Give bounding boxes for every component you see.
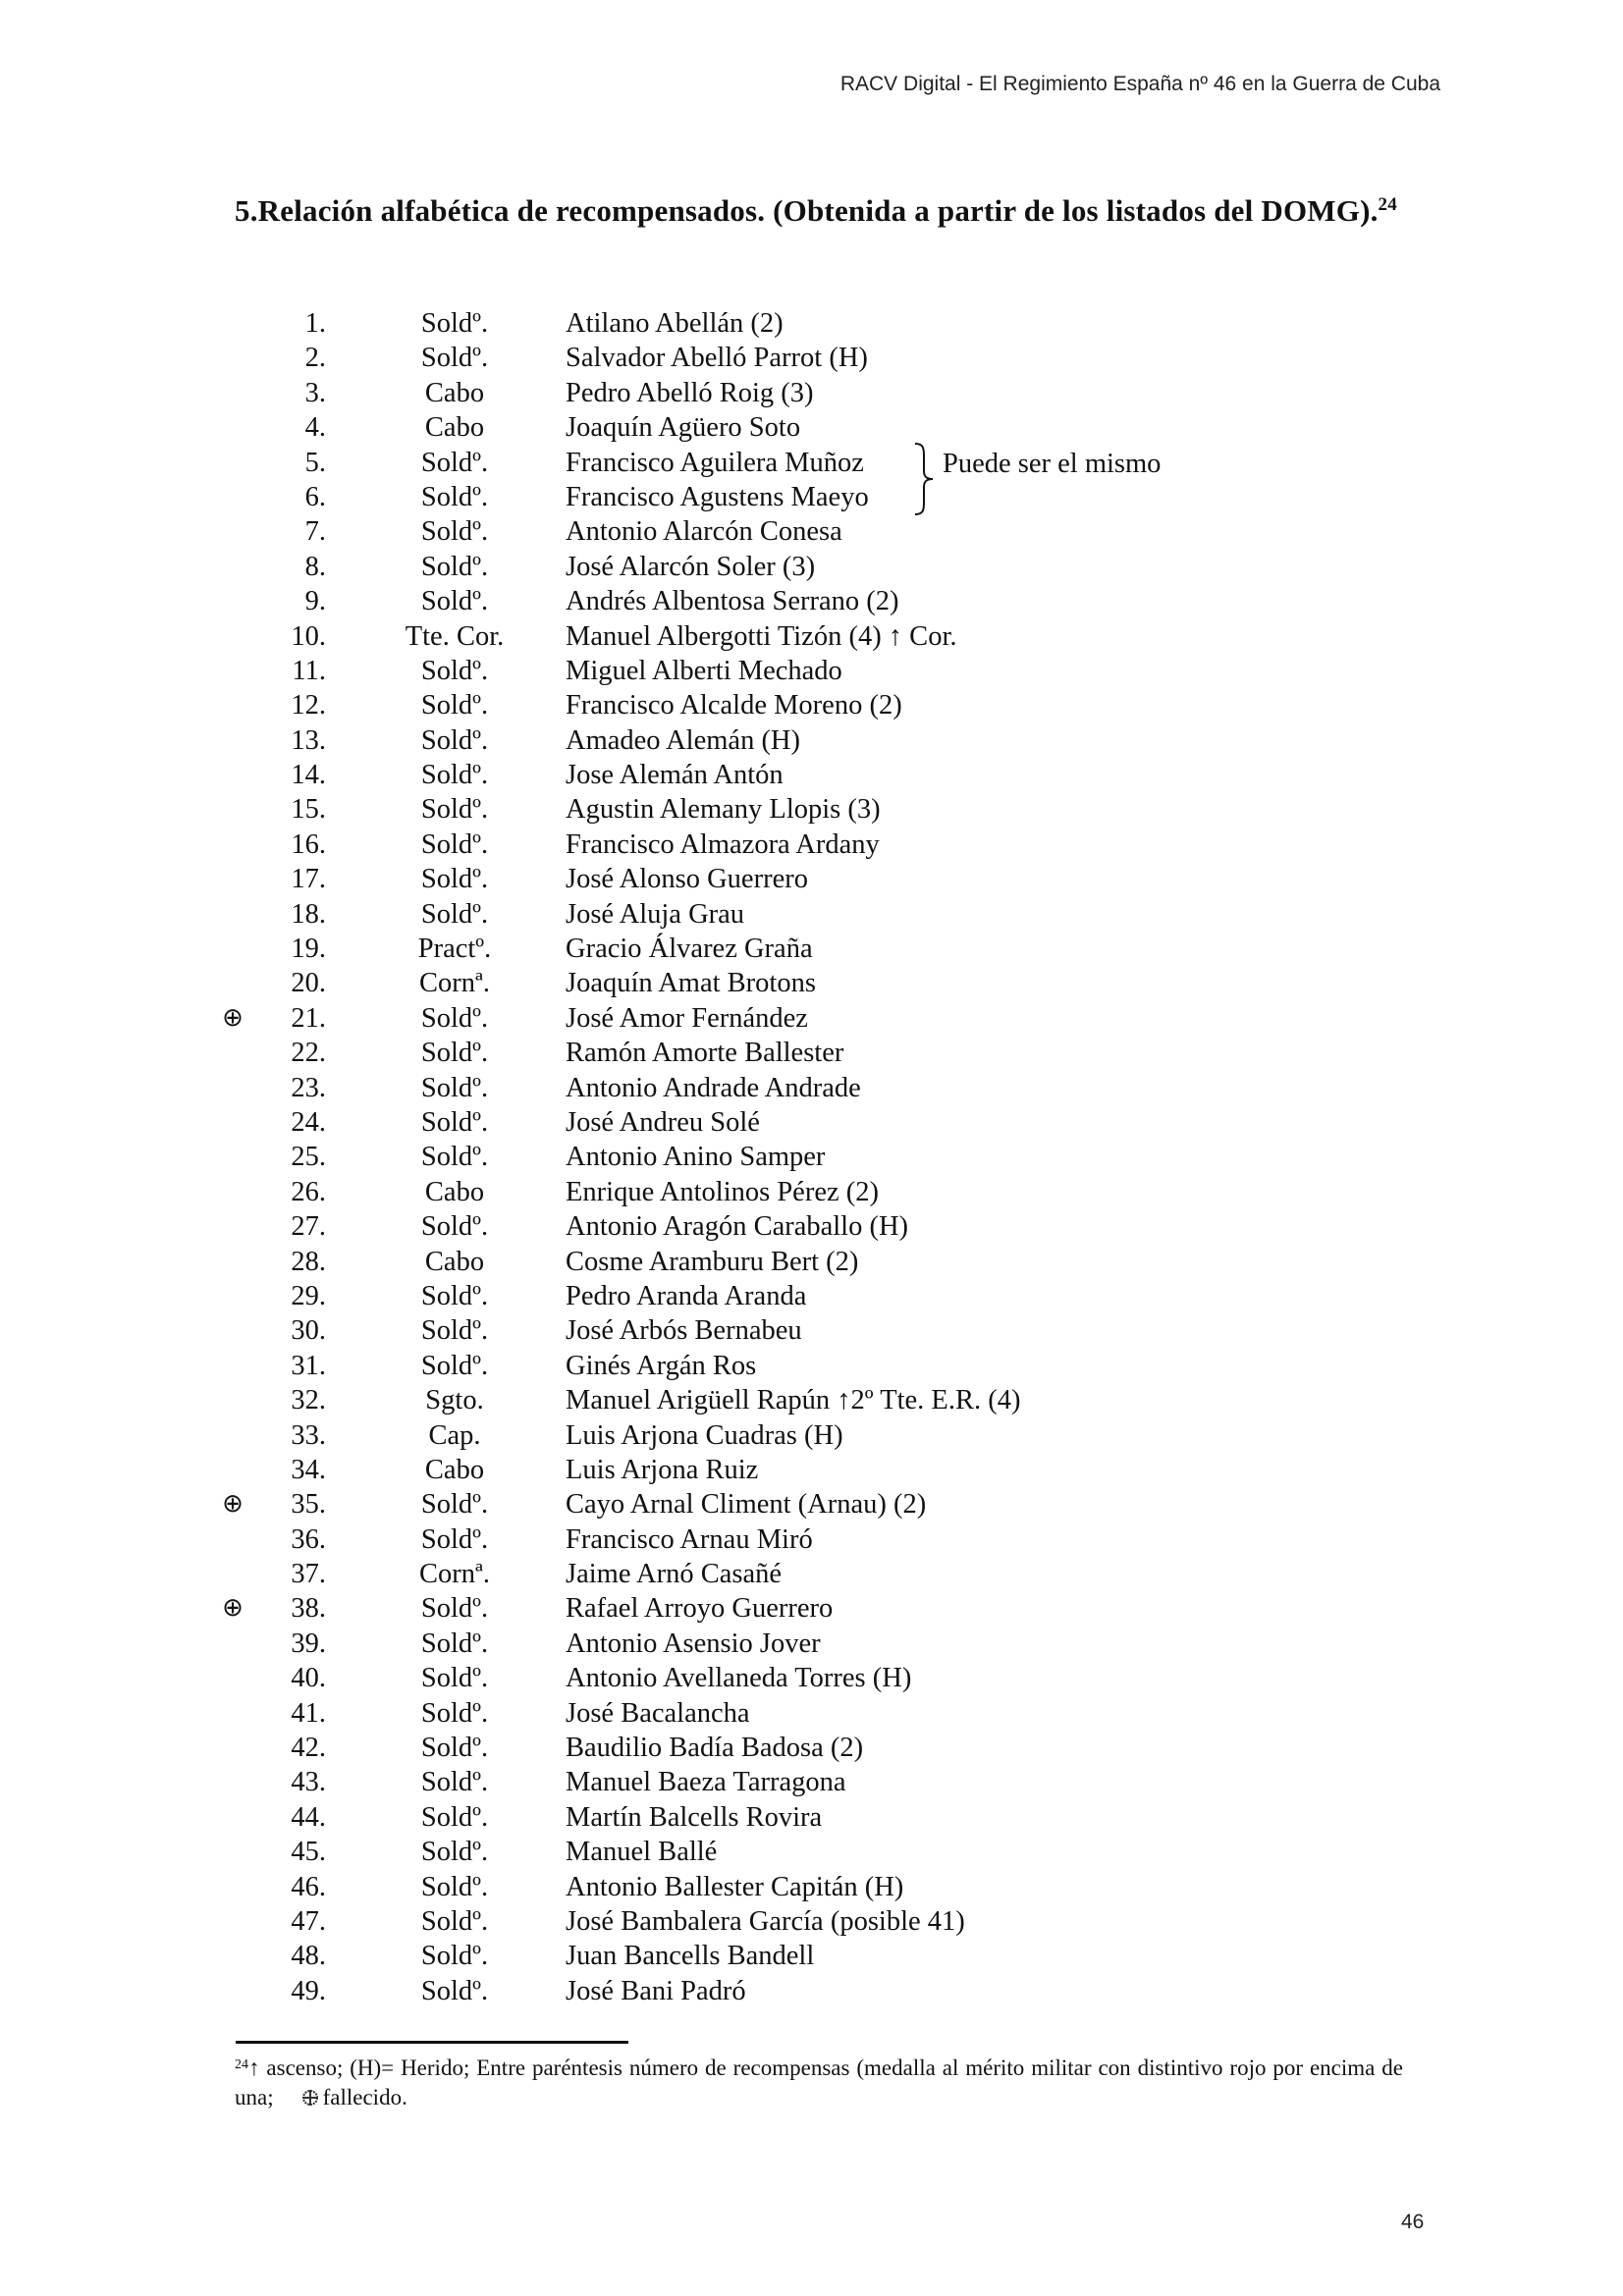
footnote-number: 24 xyxy=(235,2057,248,2072)
cross-in-circle-icon xyxy=(301,2089,319,2107)
entry-rank: Soldº. xyxy=(420,655,489,686)
entry-rank: Soldº. xyxy=(420,1975,489,2006)
entry-number: 36. xyxy=(291,1523,326,1555)
entry-rank: Soldº. xyxy=(420,1523,489,1555)
brace-note: Puede ser el mismo xyxy=(943,449,1162,479)
entry-number: 6. xyxy=(304,481,326,512)
list-item xyxy=(0,550,1623,584)
entry-name: Atilano Abellán (2) xyxy=(566,308,784,339)
list-item xyxy=(0,1105,1623,1140)
entry-number: 7. xyxy=(304,516,326,548)
entry-name: José Bambalera García (posible 41) xyxy=(566,1905,965,1937)
list-item xyxy=(0,966,1623,1000)
entry-number: 19. xyxy=(291,934,326,965)
list-item xyxy=(0,1209,1623,1244)
entry-number: 39. xyxy=(291,1628,326,1659)
entry-rank: Cabo xyxy=(424,1176,485,1207)
page-number: 46 xyxy=(1401,2211,1425,2233)
list-item xyxy=(0,584,1623,618)
entry-number: 40. xyxy=(291,1663,326,1694)
entry-number: 49. xyxy=(291,1975,326,2006)
entry-rank: Soldº. xyxy=(420,794,489,826)
entry-number: 20. xyxy=(291,968,326,999)
entry-rank: Soldº. xyxy=(420,1106,489,1138)
entry-rank: Sgto. xyxy=(425,1385,484,1416)
entry-number: 18. xyxy=(291,898,326,930)
entry-number: 23. xyxy=(291,1072,326,1103)
entry-rank: Soldº. xyxy=(420,1837,489,1868)
entry-number: 28. xyxy=(291,1246,326,1277)
entry-name: José Amor Fernández xyxy=(566,1002,808,1034)
entry-name: Francisco Almazora Ardany xyxy=(566,828,880,860)
running-header: RACV Digital - El Regimiento España nº 46 en la Guerra de Cuba xyxy=(839,73,1440,95)
entry-name: José Alonso Guerrero xyxy=(566,864,808,895)
list-item xyxy=(0,1835,1623,1869)
list-item xyxy=(0,1453,1623,1487)
entry-rank: Soldº. xyxy=(420,760,489,791)
entry-name: Manuel Ballé xyxy=(566,1837,718,1868)
right-brace-icon xyxy=(913,442,935,516)
entry-name: Pedro Abelló Roig (3) xyxy=(566,377,814,408)
entry-rank: Practº. xyxy=(417,934,492,965)
entry-name: Amadeo Alemán (H) xyxy=(566,724,801,756)
entry-number: 48. xyxy=(291,1941,326,1972)
list-item xyxy=(0,1557,1623,1591)
entry-name: Salvador Abelló Parrot (H) xyxy=(566,343,868,374)
list-item xyxy=(0,1418,1623,1453)
entry-name: Jaime Arnó Casañé xyxy=(566,1559,783,1590)
entry-rank: Soldº. xyxy=(420,1072,489,1103)
list-item xyxy=(0,1001,1623,1036)
list-item xyxy=(0,1765,1623,1799)
list-item xyxy=(0,1383,1623,1417)
list-item xyxy=(0,619,1623,654)
list-item xyxy=(0,654,1623,688)
entry-name: Antonio Anino Samper xyxy=(566,1142,826,1173)
entry-rank: Soldº. xyxy=(420,898,489,930)
list-item xyxy=(0,514,1623,549)
entry-name: Enrique Antolinos Pérez (2) xyxy=(566,1176,879,1207)
deceased-marker-icon: ⊕ xyxy=(222,1002,243,1033)
entry-rank: Tte. Cor. xyxy=(405,620,505,652)
entry-number: 13. xyxy=(291,724,326,756)
entry-name: Francisco Alcalde Moreno (2) xyxy=(566,690,902,721)
list-item xyxy=(0,1731,1623,1765)
entry-rank: Soldº. xyxy=(420,1801,489,1833)
entry-rank: Soldº. xyxy=(420,1350,489,1381)
entry-rank: Cap. xyxy=(428,1419,481,1451)
entry-name: Agustin Alemany Llopis (3) xyxy=(566,794,881,826)
entry-name: Gracio Álvarez Graña xyxy=(566,934,813,965)
entry-rank: Soldº. xyxy=(420,1871,489,1902)
section-heading xyxy=(235,192,1403,230)
entry-number: 14. xyxy=(291,760,326,791)
entry-number: 37. xyxy=(291,1559,326,1590)
entry-rank: Soldº. xyxy=(420,1628,489,1659)
section-heading-text: 5.Relación alfabética de recompensados. (Obtenida a partir de los listados del DOMG). xyxy=(235,193,1379,228)
entry-name: Luis Arjona Ruiz xyxy=(566,1454,759,1485)
list-item xyxy=(0,723,1623,758)
entry-number: 26. xyxy=(291,1176,326,1207)
list-item xyxy=(0,1140,1623,1174)
list-item xyxy=(0,446,1623,480)
entry-number: 46. xyxy=(291,1871,326,1902)
list-item xyxy=(0,1279,1623,1313)
entry-number: 8. xyxy=(304,551,326,582)
entry-number: 29. xyxy=(291,1280,326,1311)
entry-name: Andrés Albentosa Serrano (2) xyxy=(566,586,899,617)
deceased-marker-icon: ⊕ xyxy=(222,1489,243,1520)
entry-rank: Soldº. xyxy=(420,1593,489,1625)
entry-name: Ginés Argán Ros xyxy=(566,1350,757,1381)
entry-rank: Soldº. xyxy=(420,481,489,512)
entry-name: Baudilio Badía Badosa (2) xyxy=(566,1733,864,1764)
entry-rank: Cabo xyxy=(424,1454,485,1485)
entry-rank: Soldº. xyxy=(420,1211,489,1243)
list-item xyxy=(0,376,1623,410)
entry-number: 43. xyxy=(291,1767,326,1798)
list-item xyxy=(0,1175,1623,1209)
footnote xyxy=(235,2054,1403,2112)
entry-name: Ramón Amorte Ballester xyxy=(566,1038,844,1069)
entry-rank: Soldº. xyxy=(420,1142,489,1173)
entry-number: 47. xyxy=(291,1905,326,1937)
list-item xyxy=(0,1939,1623,1973)
list-item xyxy=(0,1661,1623,1695)
entry-number: 1. xyxy=(304,308,326,339)
list-item xyxy=(0,1036,1623,1070)
entry-rank: Soldº. xyxy=(420,586,489,617)
entry-number: 5. xyxy=(304,447,326,478)
list-item xyxy=(0,1349,1623,1383)
entry-number: 12. xyxy=(291,690,326,721)
entry-number: 32. xyxy=(291,1385,326,1416)
entry-name: Francisco Aguilera Muñoz xyxy=(566,447,864,478)
entry-rank: Soldº. xyxy=(420,1733,489,1764)
list-item xyxy=(0,1870,1623,1904)
entry-name: Antonio Alarcón Conesa xyxy=(566,516,842,548)
entry-rank: Cabo xyxy=(424,1246,485,1277)
entry-name: José Aluja Grau xyxy=(566,898,745,930)
footnote-text-1: ↑ ascenso; (H)= Herido; Entre paréntesis número de recompensas (medalla al mérito militar con distintivo rojo por encima de una; xyxy=(235,2056,1403,2109)
entry-name: Manuel Baeza Tarragona xyxy=(566,1767,846,1798)
list-item xyxy=(0,828,1623,862)
list-item xyxy=(0,410,1623,445)
entry-rank: Soldº. xyxy=(420,1941,489,1972)
entry-name: Martín Balcells Rovira xyxy=(566,1801,823,1833)
entry-name: Pedro Aranda Aranda xyxy=(566,1280,807,1311)
list-item xyxy=(0,688,1623,722)
entry-number: 44. xyxy=(291,1801,326,1833)
entry-name: Joaquín Agüero Soto xyxy=(566,412,801,444)
list-item xyxy=(0,1487,1623,1522)
entry-number: 41. xyxy=(291,1697,326,1729)
list-item xyxy=(0,792,1623,827)
entry-rank: Cabo xyxy=(424,377,485,408)
entry-name: Antonio Aragón Caraballo (H) xyxy=(566,1211,909,1243)
list-item xyxy=(0,862,1623,896)
entry-rank: Soldº. xyxy=(420,516,489,548)
entry-number: 11. xyxy=(292,655,326,686)
entry-name: Antonio Asensio Jover xyxy=(566,1628,821,1659)
entry-name: José Bacalancha xyxy=(566,1697,750,1729)
footnote-text-2: fallecido. xyxy=(322,2085,407,2109)
entry-name: Antonio Andrade Andrade xyxy=(566,1072,861,1103)
list-item xyxy=(0,480,1623,514)
entry-number: 9. xyxy=(304,586,326,617)
list-item xyxy=(0,1522,1623,1557)
entry-name: José Alarcón Soler (3) xyxy=(566,551,816,582)
list-item xyxy=(0,306,1623,341)
footnote-reference[interactable]: 24 xyxy=(1378,194,1397,215)
entry-rank: Cornª. xyxy=(419,1559,490,1590)
entry-name: Miguel Alberti Mechado xyxy=(566,655,842,686)
entry-name: Francisco Agustens Maeyo xyxy=(566,481,869,512)
entry-number: 22. xyxy=(291,1038,326,1069)
list-item xyxy=(0,1696,1623,1731)
entry-number: 4. xyxy=(304,412,326,444)
entry-name: Joaquín Amat Brotons xyxy=(566,968,816,999)
entry-name: Manuel Arigüell Rapún ↑2º Tte. E.R. (4) xyxy=(566,1385,1021,1416)
entry-number: 3. xyxy=(304,377,326,408)
entry-rank: Cornª. xyxy=(419,968,490,999)
entry-number: 42. xyxy=(291,1733,326,1764)
entry-number: 16. xyxy=(291,828,326,860)
entry-number: 2. xyxy=(304,343,326,374)
entry-number: 31. xyxy=(291,1350,326,1381)
list-item xyxy=(0,1800,1623,1835)
entry-name: Juan Bancells Bandell xyxy=(566,1941,815,1972)
entry-rank: Soldº. xyxy=(420,343,489,374)
entry-number: 27. xyxy=(291,1211,326,1243)
entry-name: Cosme Aramburu Bert (2) xyxy=(566,1246,859,1277)
entry-name: Cayo Arnal Climent (Arnau) (2) xyxy=(566,1489,927,1521)
entry-rank: Soldº. xyxy=(420,1767,489,1798)
list-item xyxy=(0,932,1623,966)
entry-name: José Arbós Bernabeu xyxy=(566,1315,802,1347)
deceased-marker-icon: ⊕ xyxy=(222,1593,243,1624)
entry-number: 38. xyxy=(291,1593,326,1625)
entry-rank: Soldº. xyxy=(420,1697,489,1729)
footnote-separator xyxy=(236,2041,628,2044)
entry-rank: Soldº. xyxy=(420,308,489,339)
entry-rank: Soldº. xyxy=(420,1280,489,1311)
entry-number: 45. xyxy=(291,1837,326,1868)
entry-name: Antonio Avellaneda Torres (H) xyxy=(566,1663,912,1694)
list-item xyxy=(0,1591,1623,1626)
entry-rank: Soldº. xyxy=(420,864,489,895)
entry-name: Antonio Ballester Capitán (H) xyxy=(566,1871,904,1902)
list-item xyxy=(0,897,1623,932)
entry-name: Manuel Albergotti Tizón (4) ↑ Cor. xyxy=(566,620,957,652)
entry-name: José Bani Padró xyxy=(566,1975,746,2006)
list-item xyxy=(0,1974,1623,2008)
entry-rank: Soldº. xyxy=(420,551,489,582)
recipient-list xyxy=(0,306,1623,2008)
list-item xyxy=(0,1071,1623,1105)
entry-rank: Soldº. xyxy=(420,1905,489,1937)
entry-rank: Soldº. xyxy=(420,1002,489,1034)
entry-rank: Soldº. xyxy=(420,1663,489,1694)
entry-rank: Soldº. xyxy=(420,1489,489,1521)
entry-number: 25. xyxy=(291,1142,326,1173)
entry-rank: Soldº. xyxy=(420,724,489,756)
entry-rank: Soldº. xyxy=(420,690,489,721)
entry-name: José Andreu Solé xyxy=(566,1106,760,1138)
list-item xyxy=(0,1627,1623,1661)
list-item xyxy=(0,1245,1623,1279)
entry-rank: Soldº. xyxy=(420,1038,489,1069)
entry-name: Rafael Arroyo Guerrero xyxy=(566,1593,834,1625)
list-item xyxy=(0,1313,1623,1348)
entry-number: 33. xyxy=(291,1419,326,1451)
entry-number: 10. xyxy=(291,620,326,652)
list-item xyxy=(0,341,1623,375)
entry-name: Luis Arjona Cuadras (H) xyxy=(566,1419,843,1451)
entry-name: Jose Alemán Antón xyxy=(566,760,784,791)
entry-rank: Soldº. xyxy=(420,447,489,478)
entry-rank: Soldº. xyxy=(420,828,489,860)
entry-number: 21. xyxy=(291,1002,326,1034)
entry-number: 34. xyxy=(291,1454,326,1485)
list-item xyxy=(0,758,1623,792)
entry-rank: Cabo xyxy=(424,412,485,444)
entry-name: Francisco Arnau Miró xyxy=(566,1523,813,1555)
entry-rank: Soldº. xyxy=(420,1315,489,1347)
entry-number: 35. xyxy=(291,1489,326,1521)
entry-number: 15. xyxy=(291,794,326,826)
list-item xyxy=(0,1904,1623,1939)
entry-number: 30. xyxy=(291,1315,326,1347)
entry-number: 24. xyxy=(291,1106,326,1138)
entry-number: 17. xyxy=(291,864,326,895)
